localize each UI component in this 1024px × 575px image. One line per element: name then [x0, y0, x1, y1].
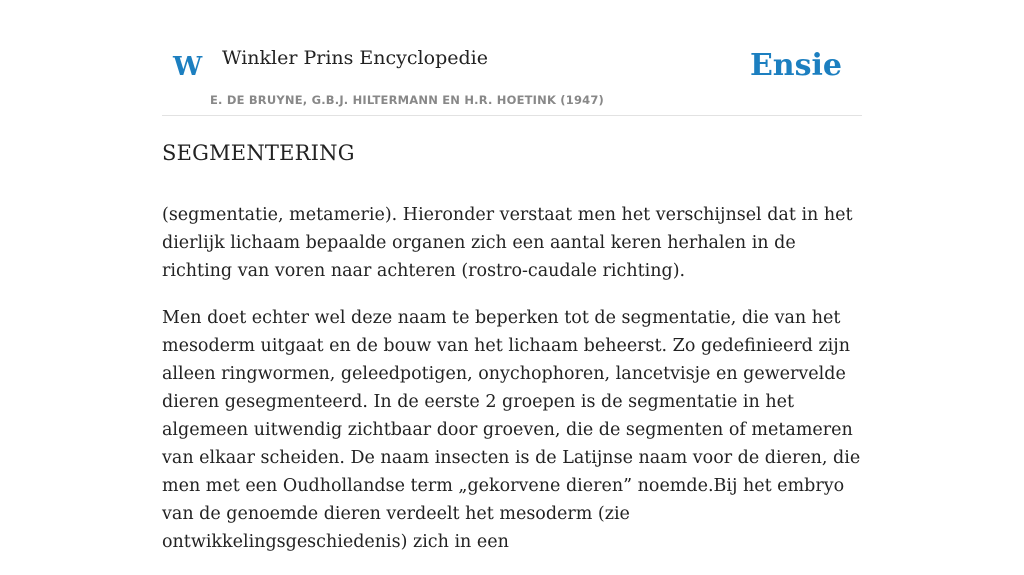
publication-authors: E. DE BRUYNE, G.B.J. HILTERMANN EN H.R. HOETINK (1947) [210, 93, 605, 107]
ensie-brand-link[interactable]: Ensie [749, 48, 842, 83]
publication-title: Winkler Prins Encyclopedie [222, 47, 488, 69]
article [162, 140, 862, 575]
winkler-prins-logo[interactable]: W [173, 52, 203, 82]
site-header [162, 40, 862, 116]
article-title: SEGMENTERING [162, 141, 355, 165]
article-paragraph: (segmentatie, metamerie). Hieronder verstaat men het verschijnsel dat in het dierlijk lichaam bepaalde organen zich een aantal keren herhalen in de richting van voren naar achteren (rostro-caudale richting). [162, 205, 853, 282]
article-paragraph: Men doet echter wel deze naam te beperken tot de segmentatie, die van het mesoderm uitgaat en de bouw van het lichaam beheerst. Zo gedefinieerd zijn alleen ringwormen, geleedpotigen, onychophoren, lancetvisje en gewervelde dieren gesegmenteerd. In de eerste 2 groepen is de segmentatie in het algemeen uitwendig zichtbaar door groeven, die de segmenten of metameren van elkaar scheiden. De naam insecten is de Latijnse naam voor de dieren, die men met een Oudhollandse term „gekorvene dieren” noemde.Bij het embryo van de genoemde dieren verdeelt het mesoderm (zie ontwikkelingsgeschiedenis) zich in een [162, 308, 861, 553]
